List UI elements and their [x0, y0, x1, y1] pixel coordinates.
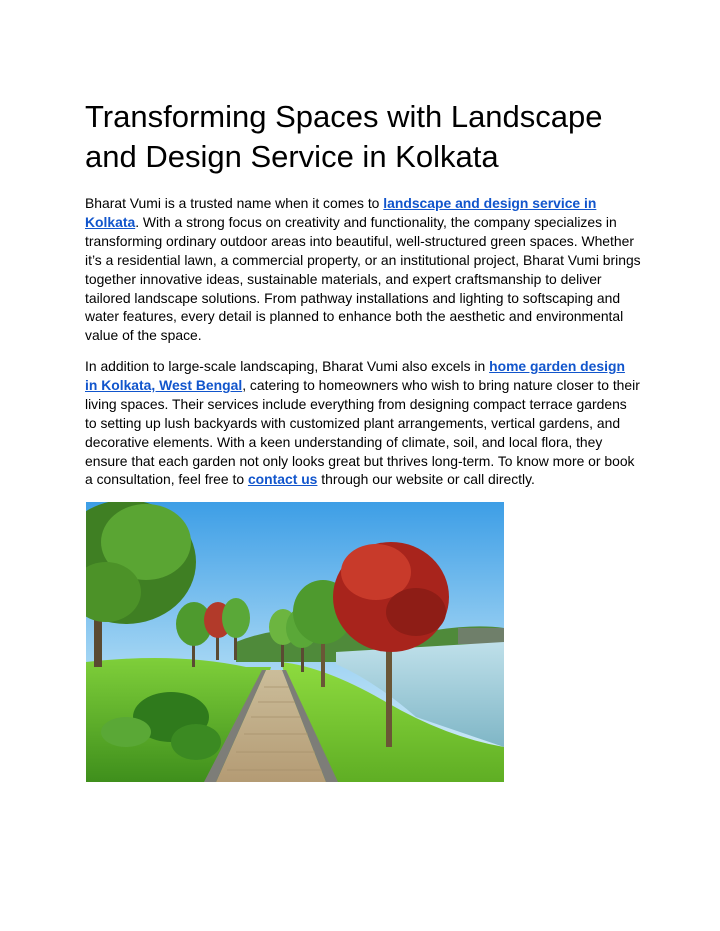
intro-text-end: . With a strong focus on creativity and functionality, the company specializes in transforming ordinary outdoor areas into beautiful, well-structured green spaces. Whether it’s a residential lawn, a commercial property, or an institutional project, Bharat Vumi brings together innovative ideas, sustainable materials, and expert craftsmanship to deliver tailored landscape solutions. From pathway installations and lighting to softscaping and water features, every detail is planned to enhance both the aesthetic and environmental value of the space.: [85, 213, 641, 344]
garden-text-start: In addition to large-scale landscaping, Bharat Vumi also excels in: [85, 358, 490, 374]
landscape-service-link[interactable]: landscape and design service in Kolkata: [85, 195, 597, 230]
landscape-photo: [86, 502, 504, 782]
garden-text-middle: , catering to homeowners who wish to bring nature closer to their living spaces. Their services include everything from designing compact terrace gardens to setting up lush backyards with customized plant arrangements, vertical gardens, and decorative elements. With a keen understanding of climate, soil, and local flora, they ensure that each garden not only looks great but thrives long-term. To know more or book a consultation, feel free to: [85, 376, 640, 488]
home-garden-design-link[interactable]: home garden design in Kolkata, West Bengal: [85, 358, 625, 393]
home-garden-paragraph: [85, 357, 641, 489]
intro-text-start: Bharat Vumi is a trusted name when it comes to: [85, 195, 384, 211]
page-title: Transforming Spaces with Landscape and Design Service in Kolkata: [85, 99, 603, 174]
garden-text-end: through our website or call directly.: [317, 471, 535, 488]
contact-us-link[interactable]: contact us: [247, 471, 318, 488]
intro-paragraph: [85, 194, 641, 345]
